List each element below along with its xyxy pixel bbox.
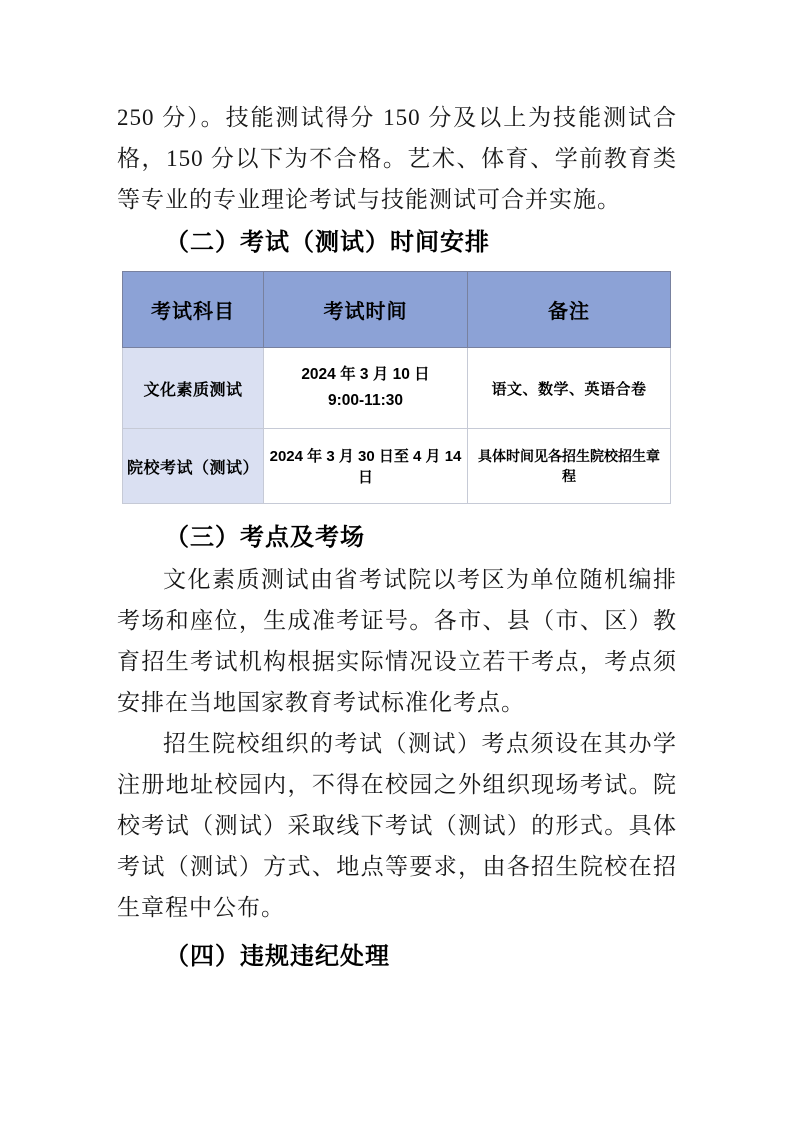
exam-hours-line: 9:00-11:30 <box>328 392 403 409</box>
cell-note-culture-quality-test: 语文、数学、英语合卷 <box>468 348 671 429</box>
cell-time-culture-quality-test <box>264 348 468 429</box>
cell-subject-culture-quality-test: 文化素质测试 <box>123 348 264 429</box>
column-header-exam-subject: 考试科目 <box>123 272 264 348</box>
cell-note-college-exam: 具体时间见各招生院校招生章程 <box>468 429 671 504</box>
cell-subject-college-exam: 院校考试（测试） <box>123 429 264 504</box>
body-paragraph-college-exam-sites: 招生院校组织的考试（测试）考点须设在其办学注册地址校园内，不得在校园之外组织现场考试。院校考试（测试）采取线下考试（测试）的形式。具体考试（测试）方式、地点等要求，由各招生院校在招生章程中公布。 <box>117 731 677 920</box>
table-row-college-exam <box>123 429 671 504</box>
cell-time-college-exam: 2024 年 3 月 30 日至 4 月 14 日 <box>264 429 468 504</box>
body-paragraph-skill-test-scores: 250 分）。技能测试得分 150 分及以上为技能测试合格，150 分以下为不合格。艺术、体育、学前教育类等专业的专业理论考试与技能测试可合并实施。 <box>117 105 677 212</box>
section-heading-violation-handling: （四）违规违纪处理 <box>165 943 390 970</box>
body-paragraph-exam-site-assignment: 文化素质测试由省考试院以考区为单位随机编排考场和座位，生成准考证号。各市、县（市、区）教育招生考试机构根据实际情况设立若干考点，考点须安排在当地国家教育考试标准化考点。 <box>117 567 677 715</box>
exam-date-line: 2024 年 3 月 10 日 <box>301 366 430 383</box>
column-header-exam-time: 考试时间 <box>264 272 468 348</box>
table-row-culture-quality-test <box>123 348 671 429</box>
exam-schedule-table <box>122 271 671 504</box>
section-heading-exam-time-arrangement: （二）考试（测试）时间安排 <box>165 229 490 256</box>
section-heading-exam-sites: （三）考点及考场 <box>165 524 365 551</box>
column-header-remarks: 备注 <box>468 272 671 348</box>
table-header-row <box>123 272 671 348</box>
document-content <box>117 0 677 977</box>
